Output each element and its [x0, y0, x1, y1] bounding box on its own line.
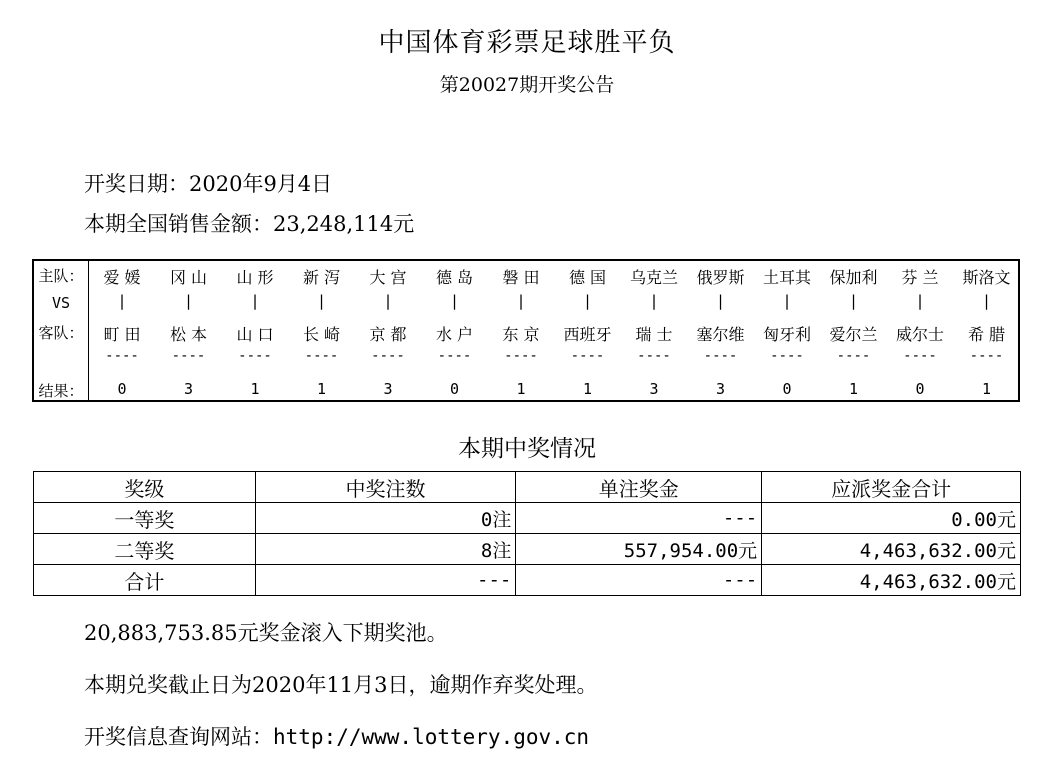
sales-value: 23,248,114元	[273, 212, 415, 236]
home-team: 新 泻	[302, 268, 341, 287]
dash-line: ----	[304, 348, 339, 364]
deadline-text: 本期兑奖截止日为2020年11月3日，逾期作弃奖处理。	[84, 673, 598, 697]
header-unit-prize: 单注奖金	[516, 472, 762, 503]
match-result: 0	[915, 380, 925, 398]
vs-separator: |	[383, 292, 393, 310]
prize-count: ---	[255, 565, 516, 596]
match-result: 1	[981, 380, 992, 398]
website-line	[84, 721, 589, 751]
dash-line: ----	[171, 348, 206, 364]
match-result: 3	[715, 380, 726, 398]
dash-line: ----	[903, 348, 937, 364]
away-team: 爱尔兰	[829, 325, 878, 344]
prize-total: 4,463,632.00元	[762, 565, 1021, 596]
away-team: 希 腊	[967, 325, 1006, 344]
prize-level: 二等奖	[34, 534, 256, 565]
vs-separator: |	[183, 292, 194, 310]
home-team: 俄罗斯	[696, 268, 745, 287]
dash-line: ----	[836, 348, 871, 364]
prize-unit: ---	[516, 503, 762, 534]
header-count: 中奖注数	[255, 472, 516, 503]
table-row	[34, 503, 1021, 534]
home-team: 山 形	[236, 268, 274, 287]
vs-separator: |	[250, 292, 260, 310]
header-level: 奖级	[34, 472, 256, 503]
match-result: 3	[183, 380, 194, 398]
dash-line: ----	[703, 348, 738, 364]
issue-subtitle: 第20027期开奖公告	[439, 74, 615, 96]
prize-table	[33, 471, 1021, 596]
away-team: 长 崎	[302, 325, 341, 344]
match-result: 3	[383, 380, 393, 398]
match-result: 0	[782, 380, 792, 398]
prize-total: 4,463,632.00元	[762, 534, 1021, 565]
away-team: 町 田	[103, 325, 141, 344]
prize-level: 合计	[34, 565, 256, 596]
match-result: 1	[250, 380, 260, 398]
dash-line: ----	[105, 348, 139, 364]
match-table	[32, 259, 1020, 402]
prize-unit: ---	[516, 565, 762, 596]
match-result: 3	[649, 380, 659, 398]
prize-level: 一等奖	[34, 503, 256, 534]
website-link[interactable]: http://www.lottery.gov.cn	[273, 725, 590, 749]
table-row	[34, 565, 1021, 596]
away-team: 塞尔维	[696, 325, 745, 344]
home-team: 乌克兰	[629, 268, 678, 287]
home-team: 土耳其	[762, 268, 811, 287]
prize-count: 8注	[255, 534, 516, 565]
home-team: 磐 田	[502, 268, 540, 287]
website-label: 开奖信息查询网站：	[84, 725, 273, 749]
dash-line: ----	[238, 348, 272, 364]
away-label: 客队：	[38, 324, 84, 342]
vs-separator: |	[649, 292, 659, 310]
vs-separator: |	[715, 292, 726, 310]
match-result: 1	[848, 380, 859, 398]
vs-separator: |	[582, 292, 593, 310]
vs-separator: |	[848, 292, 859, 310]
draw-date-label: 开奖日期：	[84, 172, 189, 196]
result-label: 结果：	[38, 382, 84, 400]
sales-line	[84, 208, 414, 238]
prize-total: 0.00元	[762, 503, 1021, 534]
home-label: 主队：	[38, 267, 84, 285]
vs-separator: |	[782, 292, 792, 310]
prize-section-title: 本期中奖情况	[458, 436, 596, 462]
sales-label: 本期全国销售金额：	[84, 212, 273, 236]
dash-line: ----	[570, 348, 605, 364]
away-team: 威尔士	[895, 325, 944, 344]
header-total: 应派奖金合计	[762, 472, 1021, 503]
draw-date-line	[84, 168, 332, 198]
dash-line: ----	[770, 348, 804, 364]
away-team: 山 口	[236, 325, 274, 344]
draw-date-value: 2020年9月4日	[189, 172, 333, 196]
dash-line: ----	[371, 348, 405, 364]
away-team: 匈牙利	[762, 325, 811, 344]
vs-label: VS	[51, 294, 71, 312]
home-team: 德 国	[568, 268, 607, 287]
away-team: 西班牙	[563, 325, 612, 344]
prize-count: 0注	[255, 503, 516, 534]
away-team: 松 本	[169, 325, 208, 344]
vs-separator: |	[316, 292, 327, 310]
page-title: 中国体育彩票足球胜平负	[378, 28, 676, 58]
match-result: 1	[516, 380, 526, 398]
home-team: 芬 兰	[901, 268, 939, 287]
home-team: 冈 山	[169, 268, 208, 287]
vs-separator: |	[449, 292, 460, 310]
home-team: 保加利	[829, 268, 878, 287]
dash-line: ----	[969, 348, 1004, 364]
dash-line: ----	[437, 348, 472, 364]
home-team: 爱 媛	[103, 268, 141, 287]
vs-separator: |	[516, 292, 526, 310]
home-team: 德 岛	[435, 268, 474, 287]
rollover-text: 20,883,753.85元奖金滚入下期奖池。	[84, 621, 448, 645]
table-row	[34, 534, 1021, 565]
dash-line: ----	[637, 348, 671, 364]
prize-unit: 557,954.00元	[516, 534, 762, 565]
match-result: 0	[449, 380, 460, 398]
prize-header-row	[34, 472, 1021, 503]
match-result: 1	[316, 380, 327, 398]
away-team: 东 京	[502, 325, 540, 344]
home-team: 斯洛文	[962, 268, 1011, 287]
home-team: 大 宫	[369, 268, 407, 287]
vs-separator: |	[981, 292, 992, 310]
away-team: 水 户	[435, 325, 474, 344]
away-team: 京 都	[369, 325, 407, 344]
match-result: 0	[117, 380, 127, 398]
vs-separator: |	[915, 292, 925, 310]
vs-separator: |	[117, 292, 127, 310]
dash-line: ----	[504, 348, 538, 364]
match-result: 1	[582, 380, 593, 398]
away-team: 瑞 士	[635, 325, 673, 344]
